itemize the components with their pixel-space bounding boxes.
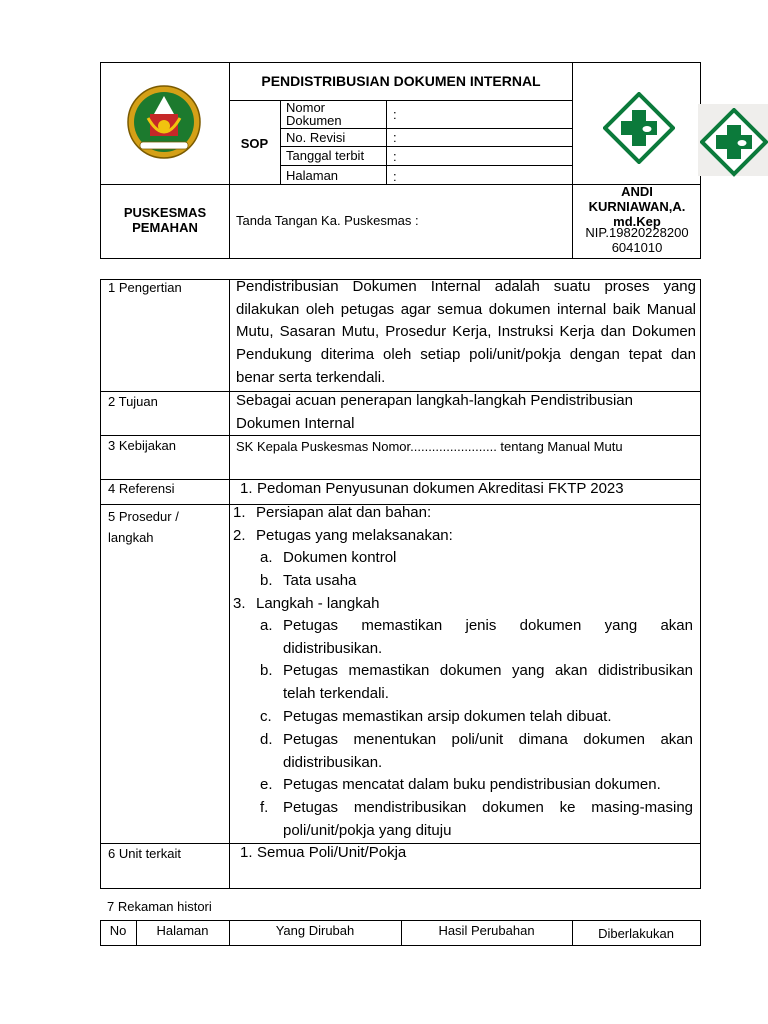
section-label-unit-terkait: 6 Unit terkait — [108, 846, 181, 861]
referensi-num: 1. — [240, 480, 253, 497]
section-label-prosedur: 5 Prosedur / langkah — [108, 509, 179, 545]
sub-item-letter: e. — [260, 776, 273, 793]
unit-terkait-num: 1. — [240, 844, 253, 861]
section-label-tujuan: 2 Tujuan — [108, 394, 158, 409]
document-title: PENDISTRIBUSIAN DOKUMEN INTERNAL — [261, 73, 541, 89]
section-label-pengertian: 1 Pengertian — [108, 280, 182, 295]
step-number: 1. — [233, 504, 246, 521]
sub-item-letter: a. — [260, 549, 273, 566]
kebijakan-text: SK Kepala Puskesmas Nomor........................ tentang Manual Mutu — [236, 439, 623, 454]
section-label-kebijakan: 3 Kebijakan — [108, 438, 176, 453]
sub-item-letter: b. — [260, 572, 273, 589]
sub-item-letter: c. — [260, 708, 272, 725]
history-title: 7 Rekaman histori — [107, 899, 212, 914]
sub-item-text: Petugas menentukan poli/unit dimana dokumen akan didistribusikan. — [283, 731, 693, 771]
unit-terkait-item: Semua Poli/Unit/Pokja — [257, 844, 407, 861]
signature-label: Tanda Tangan Ka. Puskesmas : — [236, 213, 419, 228]
history-col-yang-dirubah: Yang Dirubah — [275, 923, 355, 938]
puskesmas-cross-icon — [698, 104, 768, 176]
head-nip: NIP.19820228200 6041010 — [585, 225, 689, 255]
sub-item-text: Petugas memastikan jenis dokumen yang akan didistribusikan. — [283, 617, 693, 657]
tujuan-text: Sebagai acuan penerapan langkah-langkah Pendistribusian Dokumen Internal — [236, 392, 633, 432]
kabupaten-emblem-icon — [126, 84, 202, 160]
sop-label: SOP — [240, 136, 269, 151]
pengertian-text: Pendistribusian Dokumen Internal adalah suatu proses yang dilakukan oleh petugas agar semua dokumen internal baik Manual Mutu, Sasaran Mutu, Prosedur Kerja, Instruksi Kerja dan Dokumen Pendukung diterima oleh setiap poli/unit/pokja dengan tepat dan benar serta terkendali. — [236, 278, 696, 386]
meta-value-tanggal: : — [393, 149, 397, 164]
sub-item-text: Petugas mencatat dalam buku pendistribusian dokumen. — [283, 776, 661, 793]
meta-label-revisi: No. Revisi — [286, 130, 346, 145]
puskesmas-cross-icon — [603, 92, 675, 164]
step-number: 2. — [233, 527, 246, 544]
meta-label-nomor: Nomor Dokumen — [286, 100, 342, 128]
history-col-no: No — [109, 923, 127, 938]
head-name: ANDI KURNIAWAN,A. md.Kep — [588, 184, 686, 229]
sub-item-letter: a. — [260, 617, 273, 634]
sub-item-text: Petugas memastikan arsip dokumen telah dibuat. — [283, 708, 612, 725]
meta-value-nomor: : — [393, 107, 397, 122]
sub-item-letter: f. — [260, 799, 269, 816]
meta-value-revisi: : — [393, 130, 397, 145]
sub-item-text: Petugas memastikan dokumen yang akan didistribusikan telah terkendali. — [283, 662, 693, 702]
sub-item-letter: d. — [260, 731, 273, 748]
meta-label-tanggal: Tanggal terbit — [286, 148, 365, 163]
history-col-halaman: Halaman — [156, 923, 209, 938]
sub-item-text: Dokumen kontrol — [283, 549, 397, 566]
meta-value-halaman: : — [393, 169, 397, 184]
step-text: Persiapan alat dan bahan: — [256, 504, 432, 521]
sub-item-text: Petugas mendistribusikan dokumen ke masing-masing poli/unit/pokja yang dituju — [283, 799, 693, 839]
section-label-referensi: 4 Referensi — [108, 481, 175, 496]
sub-item-text: Tata usaha — [283, 572, 357, 589]
org-name: PUSKESMAS PEMAHAN — [123, 205, 207, 235]
step-text: Petugas yang melaksanakan: — [256, 527, 453, 544]
step-text: Langkah - langkah — [256, 595, 380, 612]
step-number: 3. — [233, 595, 246, 612]
referensi-item: Pedoman Penyusunan dokumen Akreditasi FKTP 2023 — [257, 480, 624, 497]
sub-item-letter: b. — [260, 662, 273, 679]
history-col-hasil-perubahan: Hasil Perubahan — [438, 923, 535, 938]
meta-label-halaman: Halaman — [286, 168, 339, 183]
history-col-diberlakukan: Diberlakukan — [598, 926, 674, 941]
